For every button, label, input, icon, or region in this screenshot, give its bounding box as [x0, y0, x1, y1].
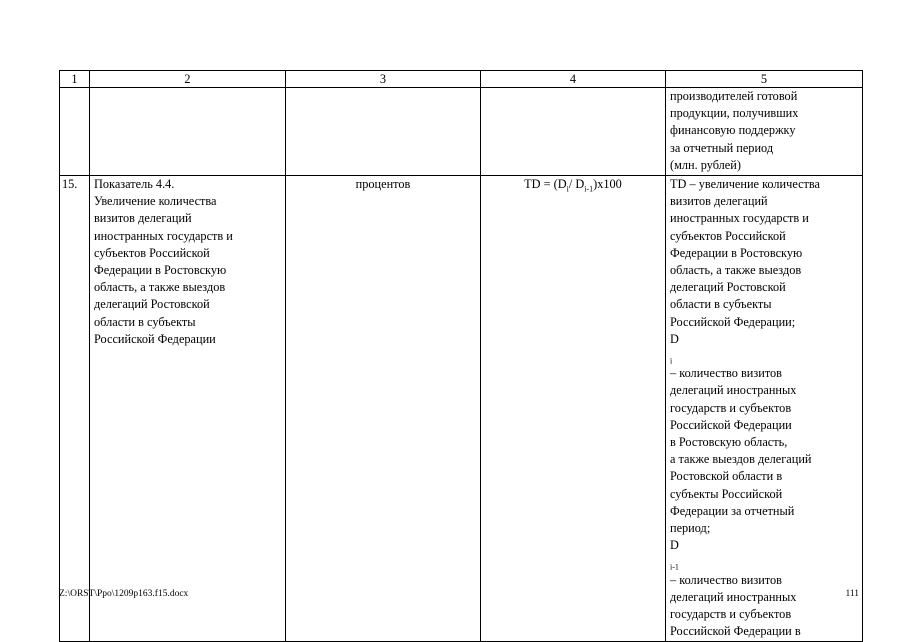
desc-line: области в субъекты: [670, 297, 772, 312]
di-sub: i: [670, 356, 673, 366]
desc-line-di: [670, 331, 858, 383]
formula-sub-i-1: i-1: [584, 184, 594, 194]
indicator-line: субъектов Российской: [94, 245, 210, 260]
desc-line: Ростовской области в: [670, 469, 783, 484]
desc-line: государств и субъектов: [670, 400, 792, 415]
desc-line: Российской Федерации;: [670, 314, 796, 329]
indicator-name: [90, 176, 286, 641]
desc-line: субъектов Российской: [670, 228, 786, 243]
indicator-line: Показатель 4.4.: [94, 177, 175, 192]
desc-line: в Ростовскую область,: [670, 435, 788, 450]
cont-col-4: [481, 88, 666, 176]
indicator-line: визитов делегаций: [94, 211, 192, 226]
cont-line: продукции, получивших: [670, 106, 799, 121]
desc-line: Федерации за отчетный: [670, 503, 795, 518]
desc-line: делегаций Ростовской: [670, 280, 786, 295]
row-number: 15.: [60, 176, 90, 641]
desc-line: Российской Федерации: [670, 417, 792, 432]
desc-line: а также выездов делегаций: [670, 452, 812, 467]
table-row-15: [60, 176, 863, 641]
cont-col-5: [666, 88, 863, 176]
desc-line: область, а также выездов: [670, 263, 802, 278]
header-col-2: 2: [90, 71, 286, 88]
indicator-line: Федерации в Ростовскую: [94, 263, 227, 278]
indicator-line: Российской Федерации: [94, 331, 216, 346]
indicator-line: области в субъекты: [94, 314, 196, 329]
footer-page-number: 111: [845, 589, 859, 599]
desc-line: государств и субъектов: [670, 607, 792, 622]
header-col-3: 3: [286, 71, 481, 88]
desc-line: Федерации в Ростовскую: [670, 245, 803, 260]
cont-line: финансовую поддержку: [670, 123, 796, 138]
desc-line: период;: [670, 521, 711, 536]
indicator-line: делегаций Ростовской: [94, 297, 210, 312]
di-rest: – количество визитов: [670, 366, 782, 381]
di1-var: D: [670, 538, 679, 553]
cont-col-3: [286, 88, 481, 176]
formula-prefix: TD = (D: [524, 177, 567, 192]
desc-line: Российской Федерации в: [670, 624, 801, 639]
di1-sub: i-1: [670, 562, 679, 572]
di1-rest: – количество визитов: [670, 572, 782, 587]
cont-col-1: [60, 88, 90, 176]
indicator-line: иностранных государств и: [94, 228, 233, 243]
formula: [481, 176, 666, 641]
desc-line-di-1: [670, 537, 858, 589]
desc-line: иностранных государств и: [670, 211, 809, 226]
cont-line: за отчетный период: [670, 140, 774, 155]
formula-description: [666, 176, 863, 641]
desc-line: визитов делегаций: [670, 194, 768, 209]
desc-line: делегаций иностранных: [670, 383, 797, 398]
cont-line: производителей готовой: [670, 89, 798, 103]
footer-file-path: Z:\ORST\Ppo\1209p163.f15.docx: [59, 589, 189, 599]
formula-mid: / D: [568, 177, 585, 192]
cont-line: (млн. рублей): [670, 157, 741, 172]
indicator-line: Увеличение количества: [94, 194, 217, 209]
formula-suffix: )x100: [593, 177, 622, 192]
desc-line: TD – увеличение количества: [670, 177, 821, 192]
header-col-4: 4: [481, 71, 666, 88]
indicator-line: область, а также выездов: [94, 280, 226, 295]
cont-col-2: [90, 88, 286, 176]
desc-line: субъекты Российской: [670, 486, 783, 501]
unit-of-measure: процентов: [286, 176, 481, 641]
table-row-continuation: [60, 88, 863, 176]
indicator-table: [59, 70, 863, 642]
table-header-row: [60, 71, 863, 88]
header-col-1: 1: [60, 71, 90, 88]
desc-line: делегаций иностранных: [670, 589, 797, 604]
header-col-5: 5: [666, 71, 863, 88]
di-var: D: [670, 331, 679, 346]
formula-sub-i: i: [566, 184, 569, 194]
